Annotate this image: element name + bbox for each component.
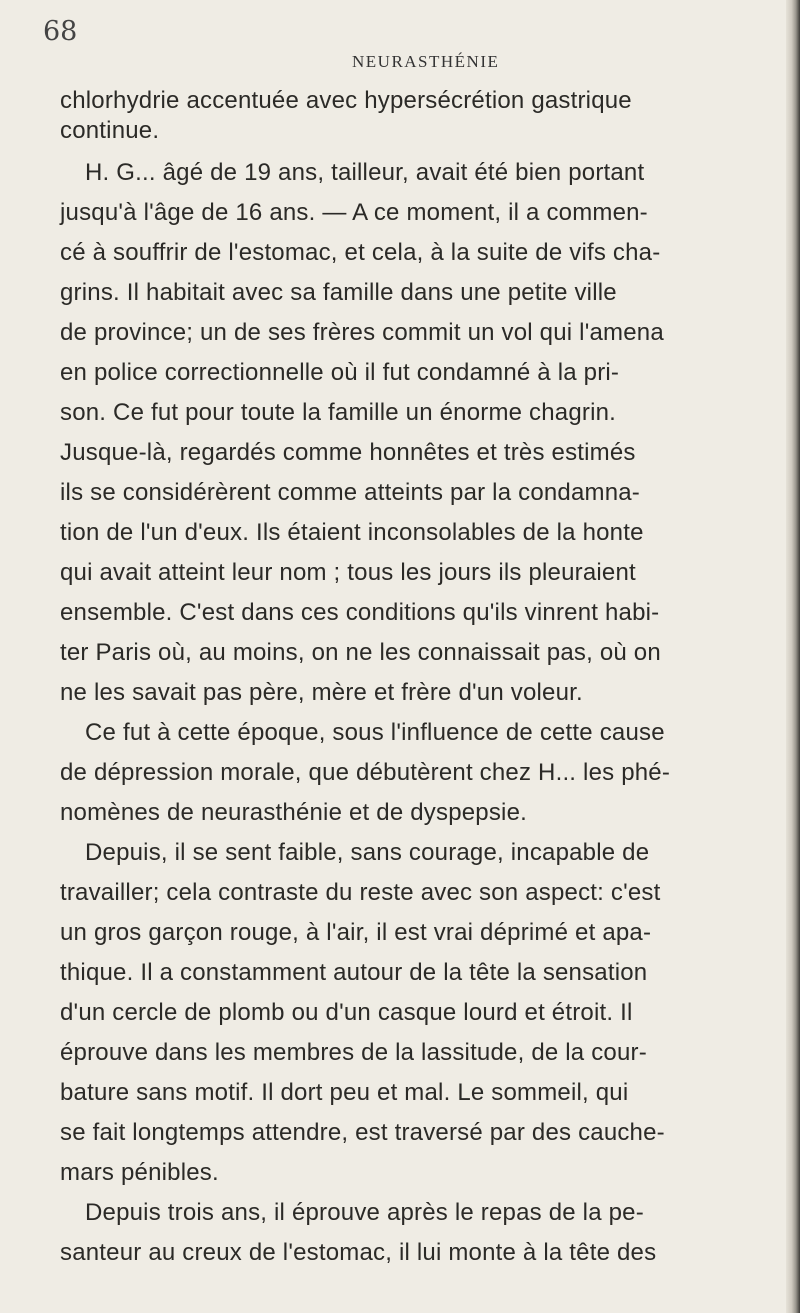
- text-line: se fait longtemps attendre, est traversé par des cauche-: [60, 1119, 665, 1146]
- text-line: Jusque-là, regardés comme honnêtes et très estimés: [60, 439, 636, 466]
- text-line: chlorhydrie accentuée avec hypersécrétion gastrique: [60, 87, 632, 114]
- text-line: thique. Il a constamment autour de la tête la sensation: [60, 959, 648, 986]
- text-line: son. Ce fut pour toute la famille un énorme chagrin.: [60, 399, 617, 426]
- text-line: nomènes de neurasthénie et de dyspepsie.: [60, 799, 527, 826]
- text-line: un gros garçon rouge, à l'air, il est vrai déprimé et apa-: [60, 919, 652, 946]
- text-line: ensemble. C'est dans ces conditions qu'ils vinrent habi-: [60, 599, 660, 626]
- text-line: ne les savait pas père, mère et frère d'un voleur.: [60, 679, 583, 706]
- text-line: grins. Il habitait avec sa famille dans une petite ville: [60, 279, 617, 306]
- text-line: continue.: [60, 117, 160, 144]
- text-line: tion de l'un d'eux. Ils étaient inconsolables de la honte: [60, 519, 644, 546]
- page-edge-shadow: [786, 0, 800, 1313]
- page-header: [0, 16, 800, 71]
- text-line: ter Paris où, au moins, on ne les connaissait pas, où on: [60, 639, 661, 666]
- text-line: travailler; cela contraste du reste avec son aspect: c'est: [60, 879, 661, 906]
- text-line: Ce fut à cette époque, sous l'influence de cette cause: [85, 719, 665, 746]
- text-line: de province; un de ses frères commit un vol qui l'amena: [60, 319, 664, 346]
- text-line: mars pénibles.: [60, 1159, 219, 1186]
- text-line: de dépression morale, que débutèrent chez H... les phé-: [60, 759, 671, 786]
- text-line: Depuis, il se sent faible, sans courage, incapable de: [85, 839, 650, 866]
- running-title: NEURASTHÉNIE: [352, 52, 500, 71]
- text-line: H. G... âgé de 19 ans, tailleur, avait été bien portant: [85, 159, 645, 186]
- text-line: éprouve dans les membres de la lassitude, de la cour-: [60, 1039, 647, 1066]
- text-line: qui avait atteint leur nom ; tous les jours ils pleuraient: [60, 559, 636, 586]
- page-number: 68: [43, 16, 78, 47]
- text-line: Depuis trois ans, il éprouve après le repas de la pe-: [85, 1199, 644, 1226]
- text-line: bature sans motif. Il dort peu et mal. Le sommeil, qui: [60, 1079, 629, 1106]
- text-line: en police correctionnelle où il fut condamné à la pri-: [60, 359, 620, 386]
- text-line: jusqu'à l'âge de 16 ans. — A ce moment, il a commen-: [60, 199, 648, 226]
- text-line: santeur au creux de l'estomac, il lui monte à la tête des: [60, 1239, 657, 1266]
- text-line: d'un cercle de plomb ou d'un casque lourd et étroit. Il: [60, 999, 633, 1026]
- text-line: ils se considérèrent comme atteints par la condamna-: [60, 479, 641, 506]
- text-line: cé à souffrir de l'estomac, et cela, à la suite de vifs cha-: [60, 239, 661, 266]
